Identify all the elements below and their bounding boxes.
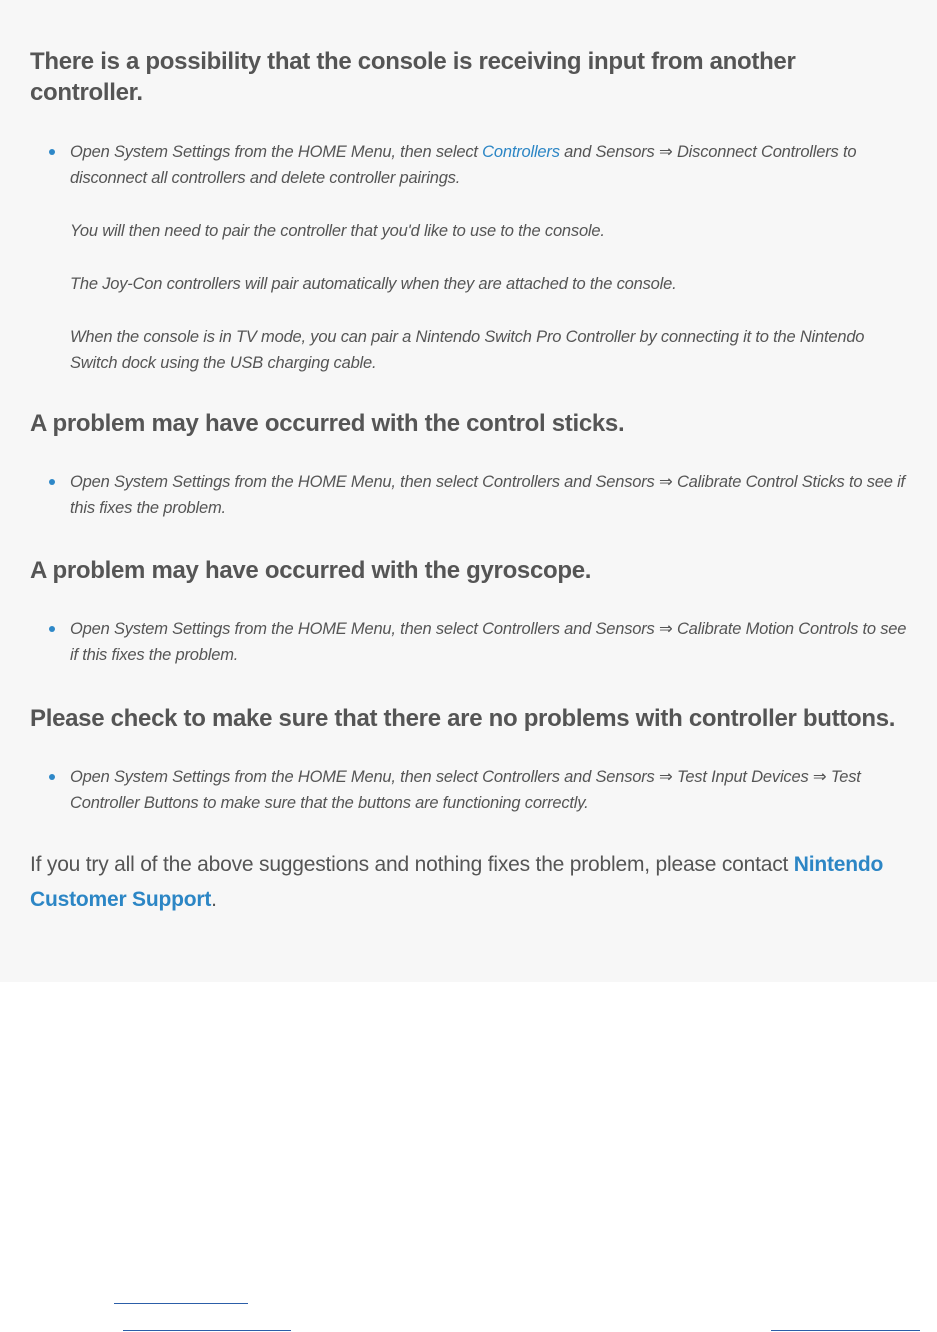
heading-another-controller: There is a possibility that the console is receiving input from another controller. [30, 48, 796, 106]
bullet-list [30, 616, 910, 668]
bullet-list [30, 139, 910, 376]
bullet-list [30, 764, 910, 816]
controllers-link[interactable]: Controllers [482, 143, 560, 161]
step-note: When the console is in TV mode, you can pair a Nintendo Switch Pro Controller by connecting it to the Nintendo Switch dock using the USB charging cable. [70, 328, 865, 372]
list-item [30, 469, 910, 521]
heading-control-sticks: A problem may have occurred with the control sticks. [30, 410, 625, 437]
step-text: Open System Settings from the HOME Menu, then select Controllers and Sensors ⇒ Test Input Devices ⇒ Test Controller Buttons to make sure that the buttons are functioning correctly. [70, 768, 861, 812]
footer-link-underline[interactable] [771, 1330, 920, 1331]
step-note: The Joy-Con controllers will pair automatically when they are attached to the console. [70, 275, 677, 293]
support-message-end: . [211, 888, 217, 911]
customer-support-link[interactable]: Nintendo Customer Support [30, 853, 884, 911]
step-text [70, 139, 910, 191]
bullet-list [30, 469, 910, 521]
step-text-part: and Sensors ⇒ Disconnect Controllers to disconnect all controllers and delete controller pairings. [70, 143, 857, 187]
heading-gyroscope: A problem may have occurred with the gyroscope. [30, 557, 592, 584]
content [30, 46, 910, 917]
step-note: You will then need to pair the controller that you'd like to use to the console. [70, 222, 605, 240]
heading-controller-buttons: Please check to make sure that there are no problems with controller buttons. [30, 705, 896, 732]
list-item [30, 764, 910, 816]
step-text: Open System Settings from the HOME Menu, then select Controllers and Sensors ⇒ Calibrate Motion Controls to see if this fixes the problem. [70, 620, 907, 664]
support-message [30, 847, 910, 917]
footer-link-underline[interactable] [114, 1303, 248, 1304]
step-text-part: Open System Settings from the HOME Menu, then select [70, 143, 483, 161]
support-message-text: If you try all of the above suggestions and nothing fixes the problem, please contact [30, 853, 794, 876]
footer-link-underline[interactable] [123, 1330, 291, 1331]
step-text: Open System Settings from the HOME Menu, then select Controllers and Sensors ⇒ Calibrate Control Sticks to see if this fixes the problem. [70, 473, 905, 517]
list-item [30, 616, 910, 668]
list-item [30, 139, 910, 376]
